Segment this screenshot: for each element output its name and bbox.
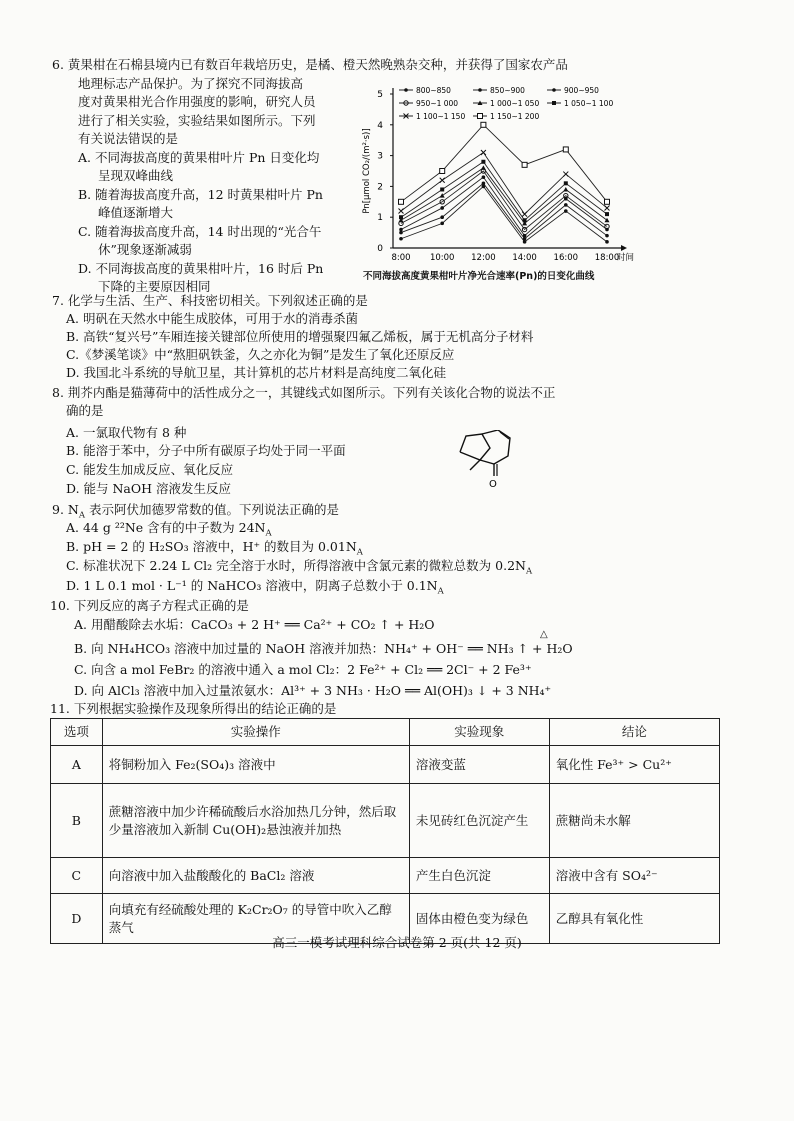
q6-line: 下降的主要原因相同	[98, 279, 211, 294]
legend-marker	[478, 114, 483, 119]
q10-heat-symbol: △	[540, 629, 548, 640]
q11-table	[50, 718, 720, 944]
data-point	[440, 169, 445, 174]
pn-line-chart	[357, 80, 635, 285]
q6-option-d: D. 不同海拔高度的黄果柑叶片，16 时后 Pn	[78, 260, 324, 276]
q6-line: 休”现象逐渐减弱	[98, 242, 192, 257]
x-tick-label: 14:00	[512, 253, 537, 263]
page-footer: 高三一模考试理科综合试卷第 2 页(共 12 页)	[272, 935, 522, 950]
q10-option-d: D. 向 AlCl₃ 溶液中加入过量浓氨水：Al³⁺ + 3 NH₃ · H₂O ══ Al(OH)₃ ↓ + 3 NH₄⁺	[74, 683, 552, 698]
q6-option-b: B. 随着海拔高度升高，12 时黄果柑叶片 Pn	[78, 186, 323, 202]
chart-caption: 不同海拔高度黄果柑叶片净光合速率(Pn)的日变化曲线	[363, 271, 595, 282]
q6-line: 有关说法错误的是	[78, 131, 179, 146]
y-tick-label: 1	[377, 213, 383, 224]
legend-label: 950~1 000	[416, 99, 459, 108]
x-tick-label: 8:00	[391, 253, 411, 263]
data-point	[605, 212, 609, 216]
data-point	[563, 187, 568, 192]
data-point	[563, 172, 568, 177]
q9-stem-n: 9. N	[52, 502, 79, 517]
data-point	[564, 209, 568, 213]
q8-option-c: C. 能发生加成反应、氧化反应	[66, 462, 234, 477]
table-cell: 溶液变蓝	[409, 746, 549, 784]
q7-stem: 7. 化学与生活、生产、科技密切相关。下列叙述正确的是	[52, 293, 368, 308]
q7-option-a: A. 明矾在天然水中能生成胶体，可用于水的消毒杀菌	[66, 311, 358, 326]
q6-line: 地理标志产品保护。为了探究不同海拔高	[78, 75, 304, 91]
data-point	[399, 228, 403, 232]
y-tick-label: 0	[377, 244, 383, 254]
data-point	[522, 162, 527, 167]
q8-option-a: A. 一氯取代物有 8 种	[66, 425, 187, 440]
legend-label: 800~850	[416, 86, 451, 95]
series-line	[401, 168, 607, 223]
table-header: 实验现象	[409, 719, 549, 746]
table-header: 选项	[51, 719, 103, 746]
q6-line: 6. 黄果柑在石棉县境内已有数百年栽培历史，是橘、橙天然晚熟杂交种，并获得了国家农产品	[52, 57, 568, 72]
legend-marker	[552, 88, 556, 92]
q6-option-a: A. 不同海拔高度的黄果柑叶片 Pn 日变化均	[78, 149, 320, 165]
y-tick-label: 3	[377, 151, 383, 162]
table-cell: 氧化性 Fe³⁺ > Cu²⁺	[549, 746, 719, 784]
x-tick-label: 18:00	[594, 253, 620, 263]
data-point	[399, 231, 403, 235]
table-header-row	[51, 719, 720, 746]
q6-line: 度对黄果柑光合作用强度的影响，研究人员	[78, 94, 316, 109]
table-cell: 蔗糖尚未水解	[549, 784, 719, 858]
table-cell: 蔗糖溶液中加少许稀硫酸后水浴加热几分钟，然后取少量溶液加入新制 Cu(OH)₂悬浊液并加热	[102, 784, 409, 858]
table-row	[51, 858, 720, 894]
q9-stem-text: 表示阿伏加德罗常数的值。下列说法正确的是	[84, 502, 339, 517]
q6-line: 峰值逐渐增大	[98, 205, 174, 220]
q9-option-a	[52, 519, 272, 537]
data-point	[440, 222, 444, 226]
x-axis-arrow	[621, 245, 627, 251]
q9-option-a-text: A. 44 g ²²Ne 含有的中子数为 24N	[66, 520, 266, 535]
series-line	[401, 153, 607, 215]
table-cell: 未见砖红色沉淀产生	[409, 784, 549, 858]
q8-option-d: D. 能与 NaOH 溶液发生反应	[66, 481, 232, 496]
data-point	[481, 160, 485, 164]
q10-option-a: A. 用醋酸除去水垢：CaCO₃ + 2 H⁺ ══ Ca²⁺ + CO₂ ↑ + H₂O	[74, 617, 435, 632]
legend-label: 1 150~1 200	[490, 112, 540, 121]
q9-option-b-text: B. pH = 2 的 H₂SO₃ 溶液中，H⁺ 的数目为 0.01N	[66, 539, 357, 554]
table-cell: 将铜粉加入 Fe₂(SO₄)₃ 溶液中	[102, 746, 409, 784]
legend-marker	[552, 101, 556, 105]
q9-option-b	[52, 538, 363, 556]
y-tick-label: 5	[377, 90, 383, 100]
y-tick-label: 4	[377, 120, 383, 131]
q9-stem	[52, 501, 339, 519]
data-point	[563, 147, 568, 152]
carbonyl-o-label: O	[489, 479, 497, 490]
table-cell: 溶液中含有 SO₄²⁻	[549, 858, 719, 894]
q10-stem: 10. 下列反应的离子方程式正确的是	[50, 598, 249, 613]
table-cell: D	[51, 894, 103, 944]
data-point	[482, 182, 486, 186]
data-point	[522, 212, 527, 217]
table-cell: C	[51, 858, 103, 894]
q9-sub: A	[437, 586, 444, 597]
x-axis-label: 时间	[617, 253, 635, 263]
legend-label: 1 000~1 050	[490, 99, 540, 108]
data-point	[440, 187, 444, 191]
q8-option-b: B. 能溶于苯中，分子中所有碳原子均处于同一平面	[66, 443, 346, 458]
data-point	[605, 205, 610, 210]
data-point	[440, 206, 444, 210]
q6-line: 进行了相关实验，实验结果如图所示。下列	[78, 112, 316, 128]
q6-option-c: C. 随着海拔高度升高，14 时出现的“光合午	[78, 223, 322, 239]
legend-label: 850~900	[490, 86, 525, 95]
table-cell: 向填充有经硫酸处理的 K₂Cr₂O₇ 的导管中吹入乙醇蒸气	[102, 894, 409, 944]
nepetalactone-structure	[452, 430, 532, 493]
data-point	[523, 218, 527, 222]
data-point	[440, 215, 444, 219]
legend-label: 900~950	[564, 86, 599, 95]
q10-option-b: B. 向 NH₄HCO₃ 溶液中加过量的 NaOH 溶液并加热：NH₄⁺ + OH⁻ ══ NH₃ ↑ + H₂O	[74, 641, 573, 656]
table-cell: 向溶液中加入盐酸酸化的 BaCl₂ 溶液	[102, 858, 409, 894]
data-point	[523, 237, 527, 241]
q10-option-c: C. 向含 a mol FeBr₂ 的溶液中通入 a mol Cl₂：2 Fe²⁺ + Cl₂ ══ 2Cl⁻ + 2 Fe³⁺	[74, 662, 532, 677]
data-point	[481, 122, 486, 127]
table-cell: 固体由橙色变为绿色	[409, 894, 549, 944]
table-cell: 产生白色沉淀	[409, 858, 549, 894]
q9-sub: A	[356, 547, 363, 558]
x-tick-label: 10:00	[429, 253, 455, 263]
data-point	[399, 237, 403, 241]
table-row	[51, 784, 720, 858]
table-cell: A	[51, 746, 103, 784]
q9-stem-sub: A	[78, 510, 85, 521]
series-line	[401, 186, 607, 241]
data-point	[399, 199, 404, 204]
q9-sub: A	[265, 528, 272, 539]
table-cell: 乙醇具有氧化性	[549, 894, 719, 944]
q11-stem: 11. 下列根据实验操作及现象所得出的结论正确的是	[50, 701, 337, 716]
table-cell: B	[51, 784, 103, 858]
legend-marker	[478, 88, 482, 92]
data-point	[399, 215, 403, 219]
q6-line: 呈现双峰曲线	[98, 168, 174, 183]
q8-stem-cont: 确的是	[66, 403, 104, 418]
data-point	[481, 165, 486, 170]
data-point	[564, 181, 568, 185]
data-point	[440, 178, 445, 183]
data-point	[605, 199, 610, 204]
data-point	[605, 234, 609, 238]
q7-option-c: C.《梦溪笔谈》中“熬胆矾铁釜，久之亦化为铜”是发生了氧化还原反应	[66, 347, 455, 362]
data-point	[481, 150, 486, 155]
legend-marker	[404, 88, 408, 92]
legend-label: 1 100~1 150	[416, 112, 466, 121]
q9-option-c-text: C. 标准状况下 2.24 L Cl₂ 完全溶于水时，所得溶液中含氯元素的微粒总数为 0.2N	[66, 558, 526, 573]
table-row	[51, 746, 720, 784]
q9-sub: A	[525, 566, 533, 577]
chart-svg	[357, 80, 635, 270]
x-tick-label: 16:00	[553, 253, 579, 263]
q9-option-c	[52, 557, 532, 575]
data-point	[440, 193, 445, 198]
data-point	[523, 234, 527, 238]
x-tick-label: 12:00	[471, 253, 496, 263]
q7-option-b: B. 高铁“复兴号”车厢连接关键部位所使用的增强聚四氟乙烯板，属于无机高分子材料	[66, 329, 534, 344]
q9-option-d	[52, 577, 444, 595]
table-header: 结论	[549, 719, 719, 746]
y-tick-label: 2	[377, 182, 383, 193]
q7-option-d: D. 我国北斗系统的导航卫星，其计算机的芯片材料是高纯度二氧化硅	[66, 365, 447, 380]
data-point	[523, 240, 527, 244]
y-axis-label: Pn[μmol CO₂/(m²·s)]	[362, 128, 372, 214]
data-point	[605, 240, 609, 244]
legend-label: 1 050~1 100	[564, 99, 614, 108]
table-header: 实验操作	[102, 719, 409, 746]
q9-option-d-text: D. 1 L 0.1 mol · L⁻¹ 的 NaHCO₃ 溶液中，阴离子总数小于 0.1N	[66, 578, 438, 593]
data-point	[564, 203, 568, 207]
molecule-svg	[452, 430, 532, 490]
data-point	[482, 175, 486, 179]
data-point	[399, 209, 404, 214]
q8-stem: 8. 荆芥内酯是猫薄荷中的活性成分之一，其键线式如图所示。下列有关该化合物的说法不正	[52, 385, 556, 400]
